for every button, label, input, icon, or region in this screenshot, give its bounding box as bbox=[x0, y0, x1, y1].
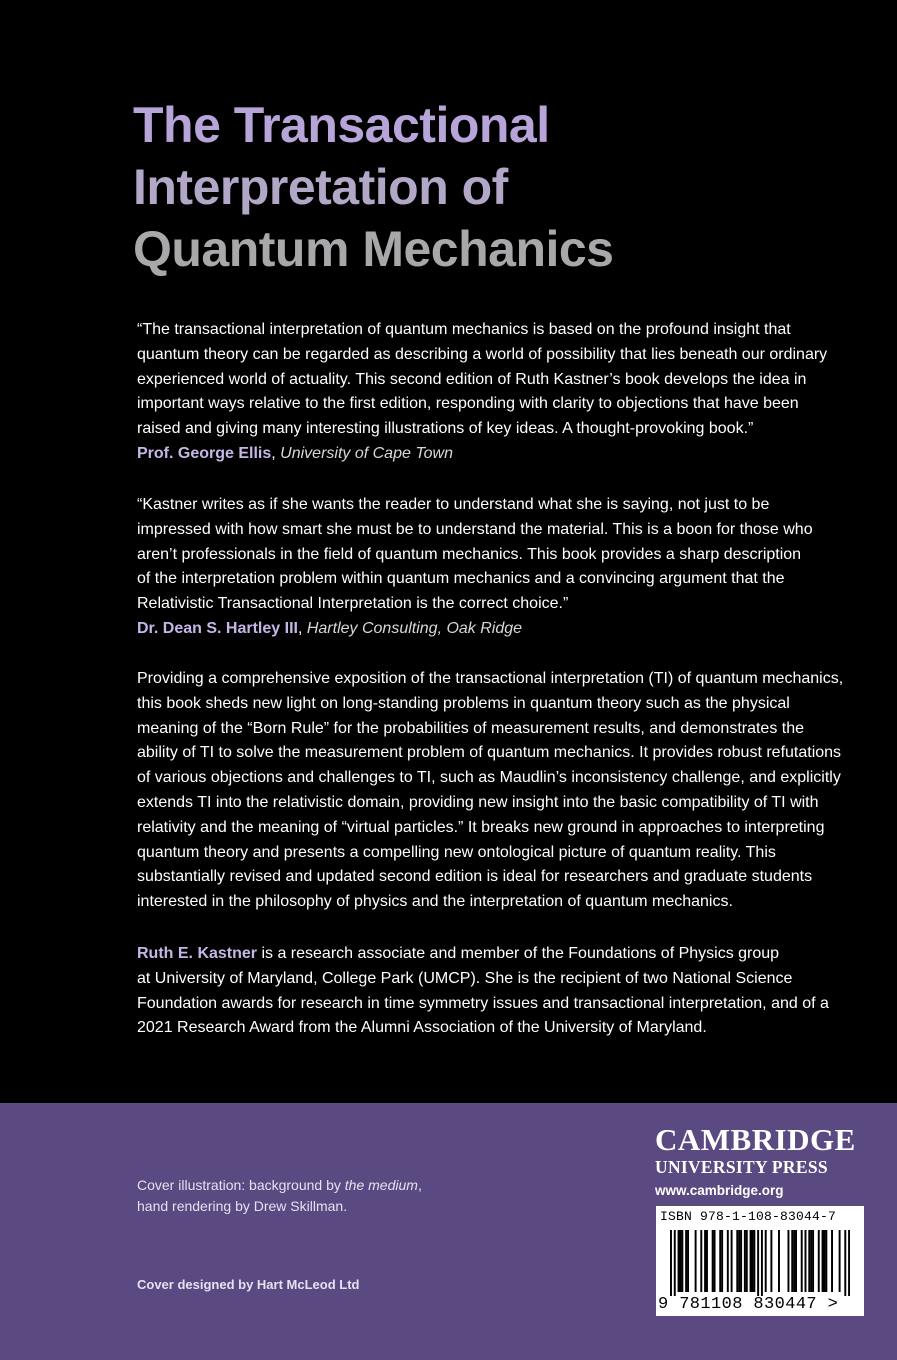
barcode-bar bbox=[751, 1230, 753, 1292]
publisher-logo bbox=[655, 1124, 865, 1202]
endorsement-ellis bbox=[137, 318, 862, 467]
barcode-graphic bbox=[670, 1230, 850, 1296]
barcode-bar bbox=[706, 1230, 708, 1292]
description-line: substantially revised and updated second edition is ideal for researchers and graduate students bbox=[137, 868, 813, 886]
barcode-bar bbox=[801, 1230, 803, 1292]
quote-line: important ways relative to the first edition, responding with clarity to objections that have been bbox=[137, 395, 799, 413]
endorser-affiliation: Hartley Consulting, Oak Ridge bbox=[306, 619, 523, 637]
barcode-bar bbox=[712, 1230, 714, 1292]
description-line: ability of TI to solve the measurement problem of quantum mechanics. It provides robust refutations bbox=[137, 744, 842, 762]
barcode-bar bbox=[831, 1230, 833, 1292]
barcode-bar bbox=[738, 1230, 740, 1292]
barcode-bar bbox=[700, 1230, 702, 1292]
credit-medium: the medium bbox=[344, 1177, 418, 1193]
ean-digits: 9 781108 830447 > bbox=[658, 1295, 839, 1314]
barcode-bar bbox=[721, 1230, 723, 1292]
endorsement-attribution: Prof. George Ellis, University of Cape Town bbox=[137, 444, 453, 462]
barcode-bar bbox=[740, 1230, 742, 1292]
barcode-bar bbox=[719, 1230, 721, 1292]
endorser-name: Dr. Dean S. Hartley III bbox=[137, 619, 298, 637]
barcode-bar bbox=[812, 1230, 814, 1292]
cover-illustration-credit bbox=[137, 1175, 422, 1217]
description-line: this book sheds new light on long-standing problems in quantum theory such as the physical bbox=[137, 694, 790, 712]
credit-line-2: hand rendering by Drew Skillman. bbox=[137, 1198, 348, 1214]
barcode-bar bbox=[765, 1230, 767, 1292]
title-line-1: The Transactional bbox=[133, 97, 550, 153]
credit-suffix: , bbox=[417, 1177, 422, 1193]
barcode-bar bbox=[685, 1230, 687, 1292]
description-line: relativity and the meaning of “virtual particles.” It breaks new ground in approaches to interpreting bbox=[137, 818, 825, 836]
publisher-subtitle: UNIVERSITY PRESS bbox=[655, 1157, 828, 1177]
barcode-bar bbox=[678, 1230, 680, 1292]
barcode-bar bbox=[793, 1230, 795, 1292]
endorsement-attribution: Dr. Dean S. Hartley III, Hartley Consulting, Oak Ridge bbox=[137, 619, 523, 637]
endorsement-hartley bbox=[137, 493, 862, 642]
publisher-name: CAMBRIDGE bbox=[655, 1122, 856, 1157]
description-line: Providing a comprehensive exposition of the transactional interpretation (TI) of quantum mechanics, bbox=[137, 670, 844, 687]
barcode-bar bbox=[848, 1230, 850, 1296]
barcode-bar bbox=[687, 1230, 689, 1292]
barcode-bar bbox=[770, 1230, 772, 1292]
title-line-3: Quantum Mechanics bbox=[133, 221, 614, 277]
quote-line: aren’t professionals in the field of quantum mechanics. This book provides a sharp description bbox=[137, 545, 802, 563]
quote-line: quantum theory can be regarded as describing a world of possibility that lies beneath our ordinary bbox=[137, 345, 828, 363]
publisher-url: www.cambridge.org bbox=[655, 1183, 784, 1198]
author-bio bbox=[137, 942, 862, 1041]
barcode-bar bbox=[757, 1230, 759, 1296]
bio-line: at University of Maryland, College Park (UMCP). She is the recipient of two National Science bbox=[137, 969, 793, 987]
barcode-bar bbox=[839, 1230, 841, 1292]
barcode-bar bbox=[778, 1230, 780, 1292]
credit-prefix: Cover illustration: background by bbox=[137, 1177, 345, 1193]
quote-line: impressed with how smart she must be to understand the material. This is a boon for those who bbox=[137, 520, 813, 538]
barcode-bar bbox=[746, 1230, 748, 1292]
book-title bbox=[133, 94, 614, 280]
barcode-bar bbox=[818, 1230, 820, 1292]
barcode-bar bbox=[822, 1230, 824, 1292]
barcode-bar bbox=[808, 1230, 810, 1292]
barcode-bar bbox=[787, 1230, 789, 1292]
title-line-2: Interpretation of bbox=[133, 159, 508, 215]
barcode-bar bbox=[695, 1230, 697, 1292]
description-line: quantum theory and presents a compelling new ontological picture of quantum reality. This bbox=[137, 843, 776, 861]
barcode-bar bbox=[731, 1230, 733, 1292]
quote-line: Relativistic Transactional Interpretation is the correct choice.” bbox=[137, 595, 569, 613]
barcode-bar bbox=[674, 1230, 676, 1296]
barcode-bar bbox=[844, 1230, 846, 1296]
description-line: of various objections and challenges to TI, such as Maudlin’s inconsistency challenge, and explicitly bbox=[137, 769, 841, 787]
endorser-affiliation: University of Cape Town bbox=[280, 444, 453, 462]
barcode-bar bbox=[714, 1230, 716, 1292]
bio-line bbox=[137, 942, 862, 967]
quote-line: raised and giving many interesting illustrations of key ideas. A thought-provoking book.” bbox=[137, 420, 754, 438]
bio-line: Foundation awards for research in time symmetry issues and transactional interpretation, and of a bbox=[137, 994, 829, 1012]
quote-line: “Kastner writes as if she wants the reader to understand what she is saying, not just to be bbox=[137, 496, 770, 513]
barcode-bar bbox=[681, 1230, 683, 1292]
author-name: Ruth E. Kastner bbox=[137, 945, 258, 962]
barcode-bar bbox=[750, 1230, 752, 1292]
description-line: extends TI into the relativistic domain, providing new insight into the basic compatibility of TI with bbox=[137, 793, 819, 811]
barcode-bar bbox=[753, 1230, 755, 1292]
barcode-bar bbox=[670, 1230, 672, 1296]
barcode-bar bbox=[810, 1230, 812, 1292]
barcode-bar bbox=[704, 1230, 706, 1292]
barcode-bar bbox=[825, 1230, 827, 1292]
barcode-bar bbox=[727, 1230, 729, 1292]
book-description bbox=[137, 667, 862, 915]
barcode-bar bbox=[761, 1230, 763, 1296]
barcode-bar bbox=[823, 1230, 825, 1292]
isbn-barcode bbox=[656, 1206, 864, 1316]
description-line: interested in the philosophy of physics and the interpretation of quantum mechanics. bbox=[137, 893, 733, 911]
quote-line: “The transactional interpretation of quantum mechanics is based on the profound insight that bbox=[137, 321, 791, 338]
credit-line-1 bbox=[137, 1175, 422, 1196]
barcode-bar bbox=[744, 1230, 746, 1292]
bio-line: 2021 Research Award from the Alumni Association of the University of Maryland. bbox=[137, 1019, 707, 1037]
description-line: meaning of the “Born Rule” for the probabilities of measurement results, and demonstrates the bbox=[137, 719, 805, 737]
barcode-bar bbox=[679, 1230, 681, 1292]
cover-designer-credit: Cover designed by Hart McLeod Ltd bbox=[137, 1277, 360, 1292]
barcode-bar bbox=[795, 1230, 797, 1292]
barcode-bars bbox=[670, 1230, 850, 1296]
bio-first-line-text: is a research associate and member of the Foundations of Physics group bbox=[257, 945, 780, 962]
barcode-bar bbox=[805, 1230, 807, 1292]
endorser-name: Prof. George Ellis bbox=[137, 444, 272, 462]
quote-line: experienced world of actuality. This second edition of Ruth Kastner’s book develops the idea in bbox=[137, 370, 807, 388]
quote-line: of the interpretation problem within quantum mechanics and a convincing argument that the bbox=[137, 570, 785, 588]
isbn-label: ISBN 978-1-108-83044-7 bbox=[660, 1209, 837, 1224]
barcode-bar bbox=[736, 1230, 738, 1292]
barcode-bar bbox=[791, 1230, 793, 1292]
